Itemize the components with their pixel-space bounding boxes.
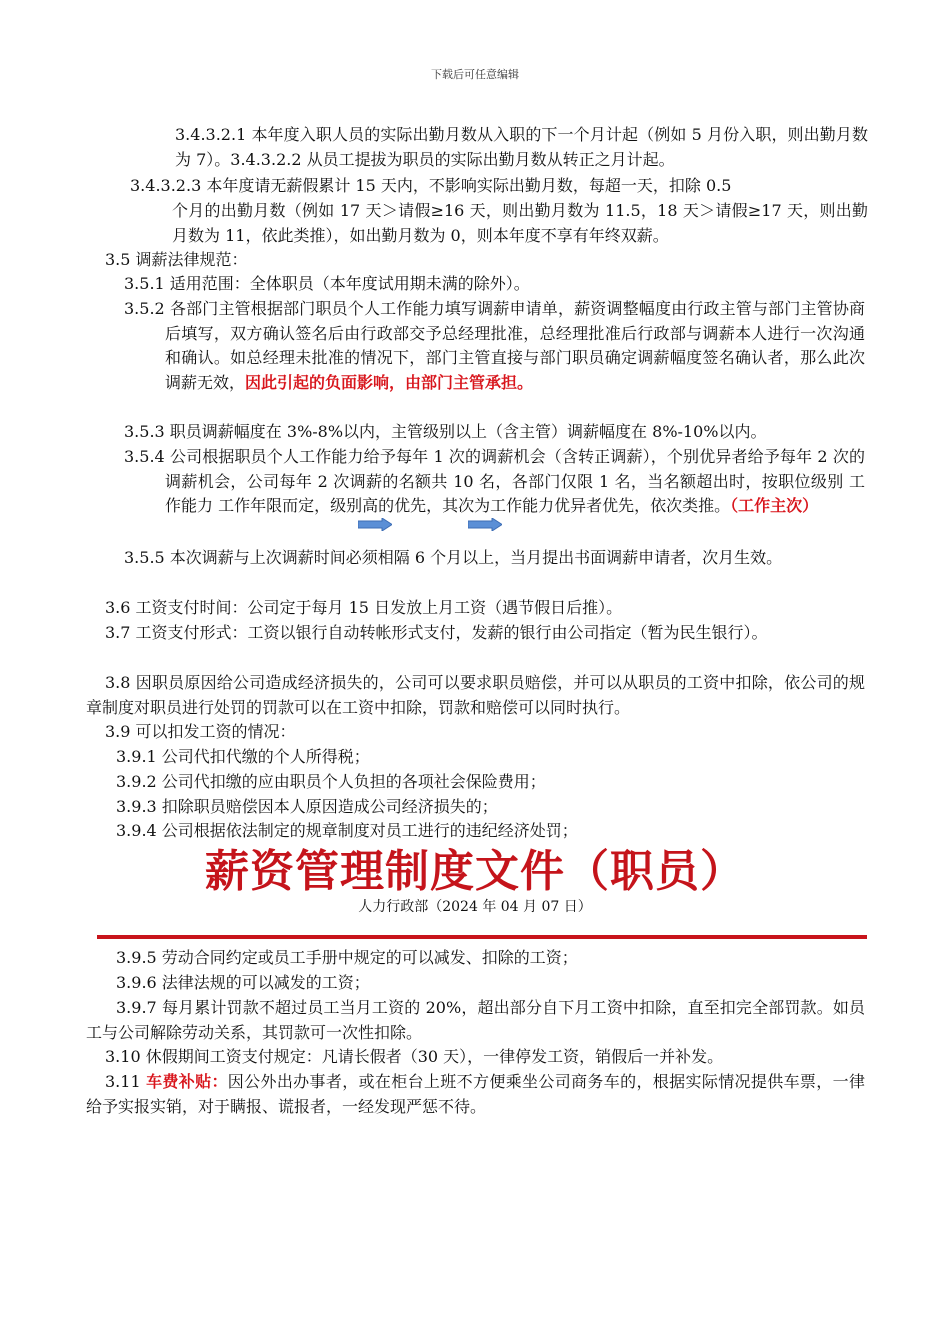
section-text: 3.9.2 公司代扣缴的应由职员个人负担的各项社会保险费用； [116,772,546,791]
paragraph-text: 3.4.3.2.3 本年度请无薪假累计 15 天内，不影响实际出勤月数，每超一天，扣除 0.5 [130,176,732,195]
section-text: 3.9.5 劳动合同约定或员工手册中规定的可以减发、扣除的工资； [116,948,578,967]
right-arrow-icon [358,518,392,531]
section-text: 3.5.5 本次调薪与上次调薪时间必须相隔 6 个月以上，当月提出书面调薪申请者，次月生效。 [124,548,783,567]
section-3-5-5 [124,546,865,571]
section-text: 3.5.3 职员调薪幅度在 3%-8%以内，主管级别以上（含主管）调薪幅度在 8%-10%以内。 [124,422,767,441]
paragraph-3-4-3-2-1 [175,123,868,172]
section-3-10 [105,1045,865,1070]
page-header: 下载后可任意编辑 [431,68,519,81]
section-text: 3.8 因职员原因给公司造成经济损失的，公司可以要求职员赔偿，并可以从职员的工资中扣除，依公司的规章制度对职员进行处罚的罚款可以在工资中扣除，罚款和赔偿可以同时执行。 [86,673,865,717]
section-3-11 [86,1070,865,1119]
section-3-8 [86,671,865,720]
paragraph-3-4-3-2-3-rest [172,199,868,248]
section-number: 3.11 [105,1072,147,1091]
section-text: 3.5.1 适用范围：全体职员（本年度试用期未满的除外）。 [124,274,530,293]
highlight-text: （工作主次） [730,496,819,515]
document-title: 薪资管理制度文件（职员） [205,846,745,897]
document-subtitle: 人力行政部（2024 年 04 月 07 日） [358,899,592,915]
section-text: 3.6 工资支付时间：公司定于每月 15 日发放上月工资（遇节假日后推）。 [105,598,623,617]
highlight-text: 车费补贴： [146,1072,228,1091]
section-text: 3.10 休假期间工资支付规定：凡请长假者（30 天），一律停发工资，销假后一并补发。 [105,1047,724,1066]
section-text: 3.9 可以扣发工资的情况： [105,722,296,741]
section-3-5-2 [124,297,865,395]
section-text: 3.5.2 各部门主管根据部门职员个人工作能力填写调薪申请单，薪资调整幅度由行政主管与部门主管协商后填写，双方确认签名后由行政部交予总经理批准，总经理批准后行政部与调薪本人进行一次沟通和确认。如总经理未批准的情况下，部门主管直接与部门职员确定调薪幅度签名确认者，那么此次调薪无效， [124,299,865,392]
section-3-5-3 [124,420,869,445]
section-3-9-4 [116,819,866,844]
section-text: 3.5 调薪法律规范： [105,250,248,269]
paragraph-3-4-3-2-3-first [130,174,870,199]
section-3-5-1 [124,272,864,297]
right-arrow-icon [468,518,502,531]
paragraph-text: 3.4.3.2.1 本年度入职人员的实际出勤月数从入职的下一个月计起（例如 5 月份入职，则出勤月数为 7）。3.4.3.2.2 从员工提拔为职员的实际出勤月数从转正之月计起。 [175,125,868,169]
highlight-text: 因此引起的负面影响，由部门主管承担。 [245,372,534,392]
title-divider [97,935,867,939]
section-3-5 [105,248,865,273]
section-3-9-6 [116,971,866,996]
section-3-9 [105,720,865,745]
section-text: 因公外出办事者，或在柜台上班不方便乘坐公司商务车的，根据实际情况提供车票，一律给予实报实销，对于瞒报、谎报者，一经发现严惩不待。 [86,1072,865,1116]
section-3-9-7 [86,996,865,1045]
section-3-6 [105,596,865,621]
section-text: 3.7 工资支付形式：工资以银行自动转帐形式支付，发薪的银行由公司指定（暂为民生银行）。 [105,623,768,642]
section-3-9-2 [116,770,866,795]
section-text: 3.9.4 公司根据依法制定的规章制度对员工进行的违纪经济处罚； [116,821,578,840]
paragraph-text: 个月的出勤月数（例如 17 天＞请假≥16 天，则出勤月数为 11.5，18 天＞请假≥17 天，则出勤月数为 11，依此类推），如出勤月数为 0，则本年度不享有年终双薪。 [172,201,868,245]
section-3-9-5 [116,946,866,971]
section-text: 3.9.6 法律法规的可以减发的工资； [116,973,370,992]
section-text: 3.9.1 公司代扣代缴的个人所得税； [116,747,370,766]
section-3-9-3 [116,795,866,820]
section-text: 3.9.7 每月累计罚款不超过员工当月工资的 20%，超出部分自下月工资中扣除，直至扣完全部罚款。如员工与公司解除劳动关系，其罚款可一次性扣除。 [86,998,865,1042]
section-3-7 [86,621,865,646]
section-3-5-4 [124,445,865,519]
section-text: 3.9.3 扣除职员赔偿因本人原因造成公司经济损失的； [116,797,498,816]
section-text: 3.5.4 公司根据职员个人工作能力给予每年 1 次的调薪机会（含转正调薪），个别优异者给予每年 2 次的调薪机会，公司每年 2 次调薪的名额共 10 名，各部门仅限 1 名，当名额超出时，按职位级别 工作能力 工作年限而定，级别高的优先，其次为工作能力优异者优先，依次类推。 [124,447,865,515]
section-3-9-1 [116,745,866,770]
